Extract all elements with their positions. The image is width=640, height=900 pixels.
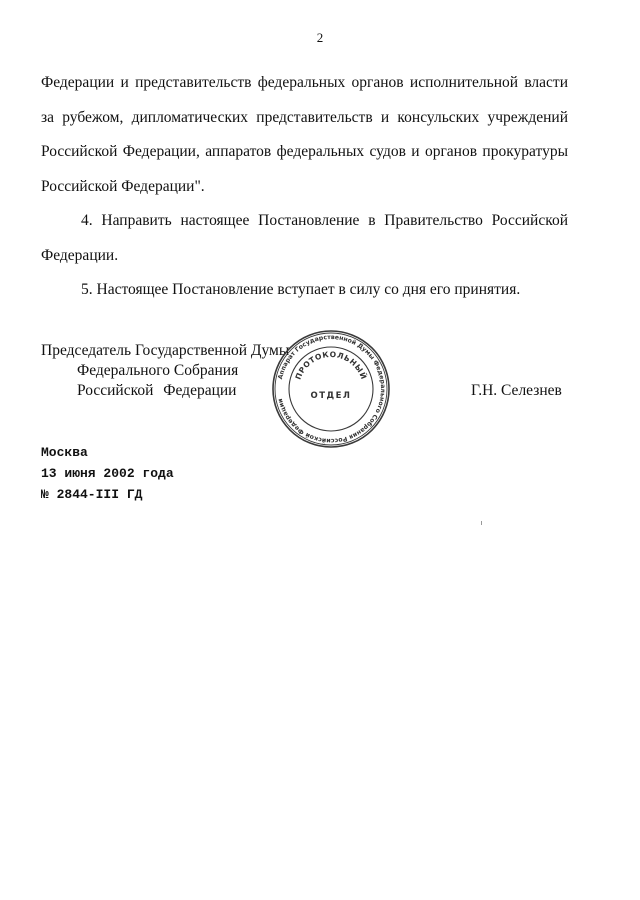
stamp-middle-text: ПРОТОКОЛЬНЫЙ bbox=[293, 349, 369, 381]
stamp-outer-text: Аппарат Государственной Думы Федерального Собрания Российской Федерации bbox=[276, 333, 387, 445]
document-date: 13 июня 2002 года bbox=[41, 466, 174, 481]
signatory-title bbox=[41, 341, 289, 401]
document-city: Москва bbox=[41, 445, 88, 460]
official-stamp bbox=[270, 328, 392, 450]
stamp-center-text: ОТДЕЛ bbox=[310, 391, 352, 401]
signatory-title-line-2: Федерального Собрания bbox=[77, 362, 239, 379]
paragraph-item-5: 5. Настоящее Постановление вступает в силу со дня его принятия. bbox=[81, 281, 521, 298]
scan-speck bbox=[481, 521, 482, 525]
signatory-title-line-1: Председатель Государственной Думы bbox=[41, 342, 290, 359]
signatory-name: Г.Н. Селезнев bbox=[471, 382, 562, 399]
paragraph-item-4: 4. Направить настоящее Постановление в Правительство Российской Федерации. bbox=[41, 212, 568, 264]
svg-text:ПРОТОКОЛЬНЫЙ bbox=[294, 350, 369, 381]
page-number: 2 bbox=[316, 30, 324, 45]
place-date-block bbox=[41, 442, 174, 505]
document-number: № 2844-III ГД bbox=[41, 487, 143, 502]
document-body bbox=[41, 66, 568, 308]
paragraph-continuation: Федерации и представительств федеральных органов исполнительной власти за рубежом, дипломатических представительств и консульских учреждений Российской Федерации, аппаратов федеральных судов и органов прокуратуры Российской Федерации". bbox=[41, 74, 568, 195]
signatory-title-line-3: Российской Федерации bbox=[77, 382, 237, 399]
